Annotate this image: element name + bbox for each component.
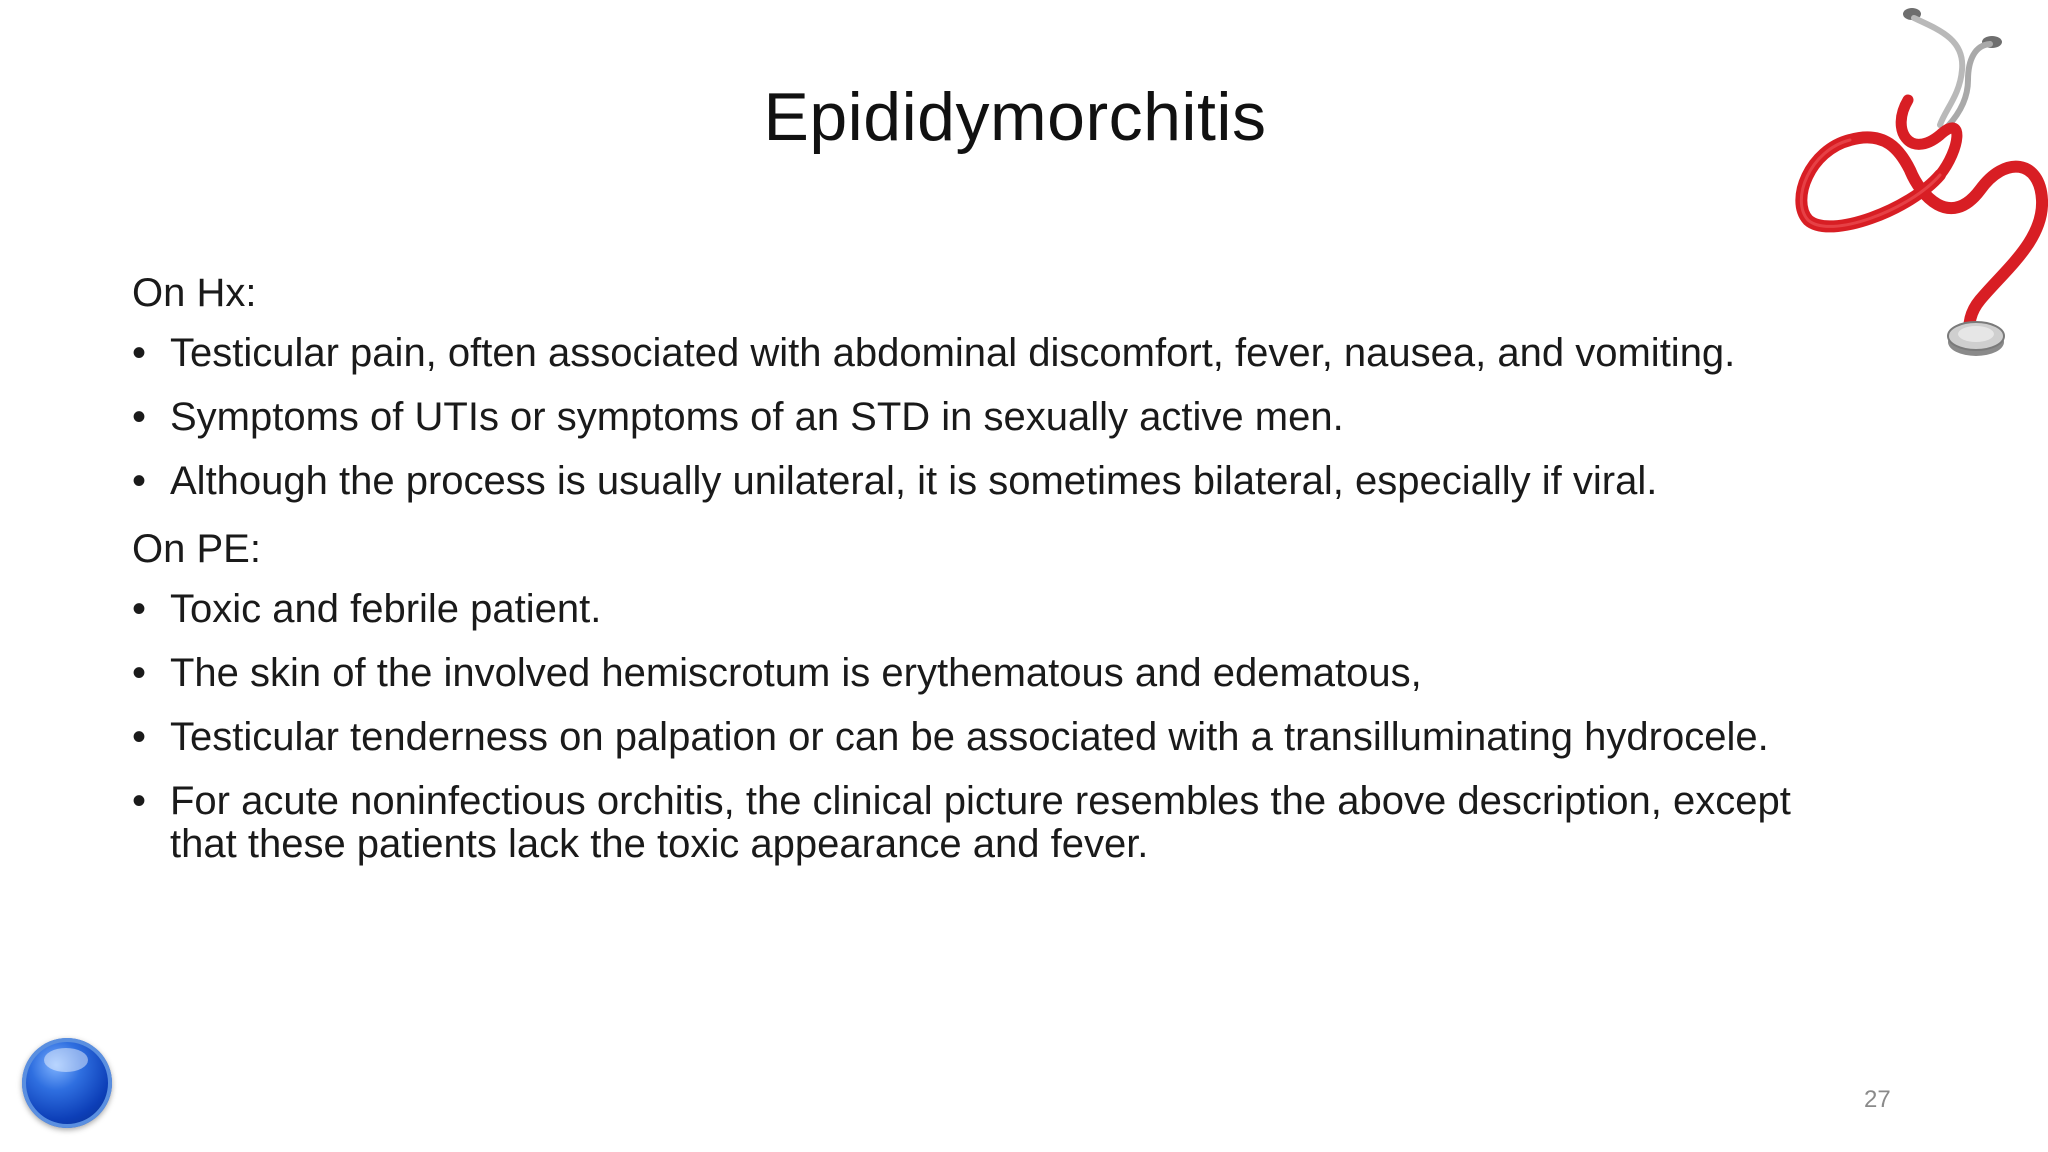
physical-exam-bullet-list bbox=[132, 588, 1832, 866]
list-item bbox=[132, 460, 1832, 503]
page-number: 27 bbox=[1864, 1086, 1891, 1113]
bullet-icon: • bbox=[132, 459, 147, 503]
list-item bbox=[132, 588, 1832, 631]
bullet-icon: • bbox=[132, 715, 147, 759]
bullet-icon: • bbox=[132, 587, 147, 631]
blue-orb-button-icon[interactable] bbox=[22, 1038, 112, 1128]
bullet-text: Although the process is usually unilateral, it is sometimes bilateral, especially if viral. bbox=[170, 459, 1658, 503]
section-label-history: On Hx: bbox=[132, 271, 257, 315]
slide-title: Epididymorchitis bbox=[763, 79, 1267, 155]
list-item bbox=[132, 780, 1832, 866]
history-bullet-list bbox=[132, 332, 1832, 503]
bullet-text: For acute noninfectious orchitis, the clinical picture resembles the above description, except that these patients lack the toxic appearance and fever. bbox=[170, 779, 1791, 866]
bullet-icon: • bbox=[132, 779, 147, 823]
list-item bbox=[132, 716, 1832, 759]
bullet-text: The skin of the involved hemiscrotum is erythematous and edematous, bbox=[170, 651, 1422, 695]
slide-content bbox=[132, 268, 1832, 887]
bullet-text: Testicular tenderness on palpation or can be associated with a transilluminating hydrocele. bbox=[170, 715, 1769, 759]
bullet-text: Toxic and febrile patient. bbox=[170, 587, 602, 631]
orb-shine bbox=[44, 1048, 88, 1072]
list-item bbox=[132, 652, 1832, 695]
list-item bbox=[132, 332, 1832, 375]
stethoscope-icon bbox=[1790, 0, 2048, 370]
bullet-text: Testicular pain, often associated with abdominal discomfort, fever, nausea, and vomiting. bbox=[170, 331, 1736, 375]
bullet-icon: • bbox=[132, 331, 147, 375]
section-label-physical-exam: On PE: bbox=[132, 527, 261, 571]
bullet-icon: • bbox=[132, 395, 147, 439]
bullet-icon: • bbox=[132, 651, 147, 695]
bullet-text: Symptoms of UTIs or symptoms of an STD in sexually active men. bbox=[170, 395, 1344, 439]
list-item bbox=[132, 396, 1832, 439]
